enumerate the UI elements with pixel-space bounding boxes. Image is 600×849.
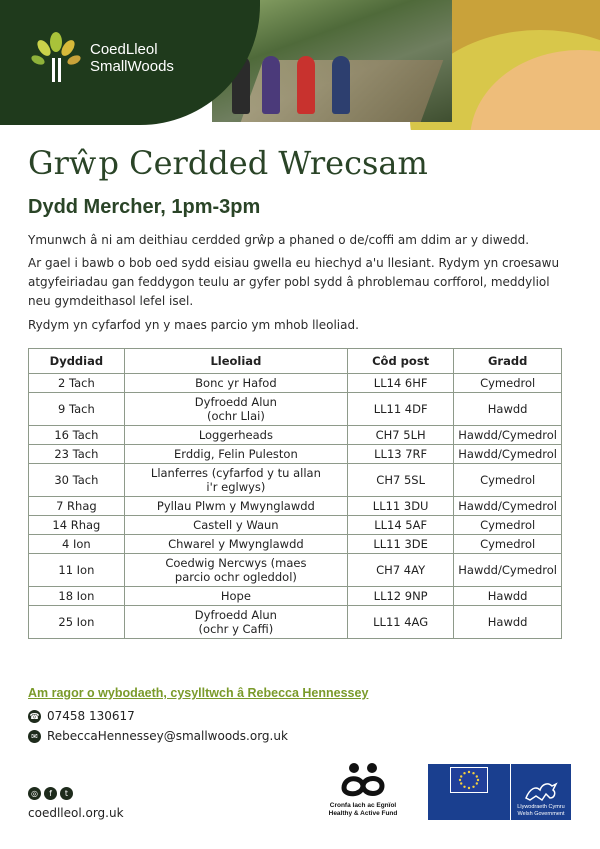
table-row [29,587,562,606]
cell-location: Loggerheads [124,426,347,445]
eu-flag-icon [450,767,488,793]
cell-grade: Hawdd/Cymedrol [454,497,562,516]
cell-date: 25 Ion [29,606,125,639]
cell-postcode: LL11 4AG [348,606,454,639]
social-icons [28,787,73,800]
cell-postcode: CH7 4AY [348,554,454,587]
instagram-icon[interactable]: ◎ [28,787,41,800]
cell-date: 2 Tach [29,374,125,393]
cell-date: 7 Rhag [29,497,125,516]
cell-location: Pyllau Plwm y Mwynglawdd [124,497,347,516]
header-postcode: Côd post [348,349,454,374]
cell-postcode: LL11 3DU [348,497,454,516]
intro-paragraph-2: Ar gael i bawb o bob oed sydd eisiau gwella eu hiechyd a'u llesiant. Rydym yn croesawu atgyfeiriadau gan feddygon teulu ar gyfer pobl sydd â phroblemau corfforol, meddyliol neu gymdeithasol lefel isel. [28,256,560,308]
phone-contact [28,709,135,723]
cell-grade: Cymedrol [454,535,562,554]
table-row [29,497,562,516]
table-row [29,393,562,426]
funder-banner [428,764,571,820]
cell-location: Llanferres (cyfarfod y tu allan i'r eglwys) [124,464,347,497]
cell-grade: Cymedrol [454,464,562,497]
cell-location: Erddig, Felin Puleston [124,445,347,464]
cell-date: 9 Tach [29,393,125,426]
header-banner [0,0,600,130]
cell-location: Coedwig Nercwys (maes parcio ochr ogleddol) [124,554,347,587]
table-row [29,516,562,535]
cell-date: 16 Tach [29,426,125,445]
fund-name-welsh: Cronfa Iach ac Egnïol [329,802,397,809]
cell-date: 23 Tach [29,445,125,464]
cell-location: Dyfroedd Alun (ochr Llai) [124,393,347,426]
phone-icon: ☎ [29,711,40,721]
website-link[interactable]: coedlleol.org.uk [28,806,124,820]
twitter-icon[interactable]: t [60,787,73,800]
cell-postcode: LL13 7RF [348,445,454,464]
email-address[interactable]: RebeccaHennessey@smallwoods.org.uk [47,729,288,743]
cell-postcode: LL11 3DE [348,535,454,554]
cell-grade: Hawdd [454,393,562,426]
cell-location: Castell y Waun [124,516,347,535]
fund-name-english: Healthy & Active Fund [328,810,398,817]
coedlleol-logo [30,30,174,86]
facebook-icon[interactable]: f [44,787,57,800]
table-row [29,445,562,464]
cell-postcode: CH7 5SL [348,464,454,497]
cell-date: 11 Ion [29,554,125,587]
cell-postcode: CH7 5LH [348,426,454,445]
cell-date: 4 Ion [29,535,125,554]
header-grade: Gradd [454,349,562,374]
table-row [29,535,562,554]
table-row [29,464,562,497]
email-icon: ✉ [28,730,41,743]
brand-line-1: CoedLleol [90,41,158,58]
contact-heading: Am ragor o wybodaeth, cysylltwch â Rebecca Hennessey [28,686,369,700]
page-subtitle: Dydd Mercher, 1pm-3pm [28,196,261,218]
people-infinity-icon [340,762,386,798]
brand-line-2: SmallWoods [90,58,174,75]
cell-location: Chwarel y Mwynglawdd [124,535,347,554]
phone-number[interactable]: 07458 130617 [47,709,135,723]
cell-postcode: LL12 9NP [348,587,454,606]
cell-grade: Hawdd/Cymedrol [454,445,562,464]
page-title: Grŵp Cerdded Wrecsam [28,144,428,182]
cell-postcode: LL14 6HF [348,374,454,393]
cell-location: Hope [124,587,347,606]
cell-location: Dyfroedd Alun (ochr y Caffi) [124,606,347,639]
welsh-dragon-icon [522,778,560,804]
cell-date: 18 Ion [29,587,125,606]
cell-grade: Hawdd [454,587,562,606]
header-location: Lleoliad [124,349,347,374]
cell-location: Bonc yr Hafod [124,374,347,393]
cell-grade: Cymedrol [454,374,562,393]
tree-logo-icon [30,30,82,86]
gov-name-welsh: Llywodraeth Cymru [517,804,565,810]
cell-date: 14 Rhag [29,516,125,535]
walks-schedule-table [28,348,562,639]
cell-postcode: LL14 5AF [348,516,454,535]
cell-grade: Hawdd/Cymedrol [454,554,562,587]
table-header-row [29,349,562,374]
cell-grade: Cymedrol [454,516,562,535]
header-date: Dyddiad [29,349,125,374]
cell-postcode: LL11 4DF [348,393,454,426]
cell-date: 30 Tach [29,464,125,497]
healthy-active-fund-logo [328,762,398,818]
table-row [29,374,562,393]
table-row [29,606,562,639]
gov-name-english: Welsh Government [517,810,565,817]
cell-grade: Hawdd/Cymedrol [454,426,562,445]
table-row [29,426,562,445]
email-contact [28,729,288,743]
intro-paragraph-3: Rydym yn cyfarfod yn y maes parcio ym mhob lleoliad. [28,318,359,332]
intro-paragraph-1: Ymunwch â ni am deithiau cerdded grŵp a phaned o de/coffi am ddim ar y diwedd. [28,233,530,247]
table-row [29,554,562,587]
cell-grade: Hawdd [454,606,562,639]
